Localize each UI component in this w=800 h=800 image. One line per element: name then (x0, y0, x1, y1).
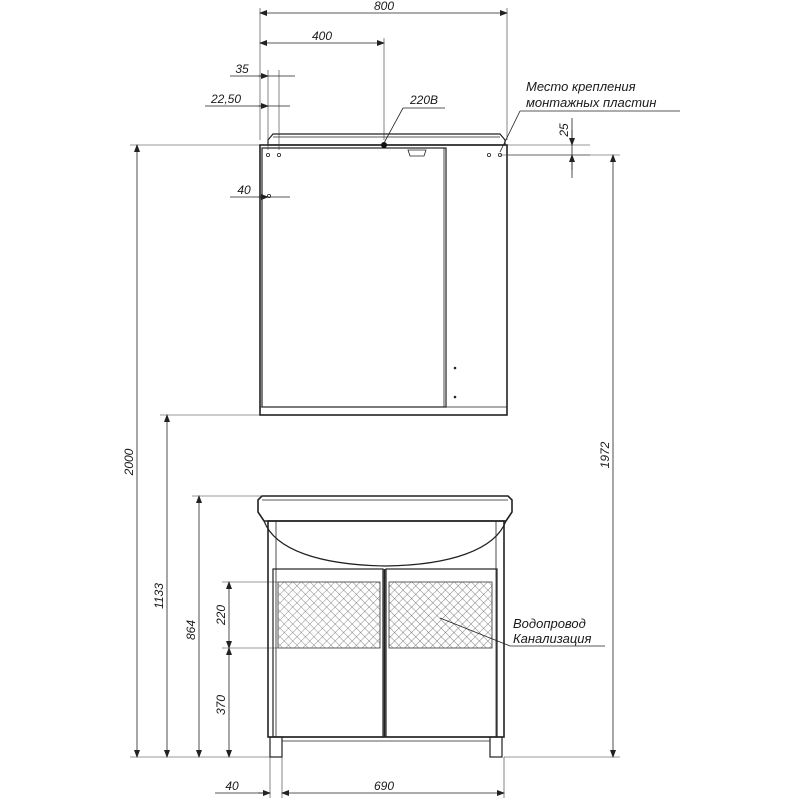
vanity-leg-right (490, 737, 502, 757)
pipes-zone-left (278, 582, 380, 648)
water-note-line1: Водопровод (513, 616, 586, 631)
mount-hole-right-1 (487, 153, 490, 156)
dim-370: 370 (214, 694, 228, 716)
mount-hole-left-1 (266, 153, 269, 156)
dim-35: 35 (235, 62, 249, 76)
dim-2000: 2000 (122, 448, 136, 476)
washbasin-bowl (264, 521, 506, 566)
dim-22-50: 22,50 (210, 92, 242, 106)
dim-40-bottom: 40 (225, 779, 239, 793)
mirror-cabinet-door (262, 148, 446, 407)
mount-hole-left-2 (277, 153, 280, 156)
mirror-cabinet (260, 134, 507, 415)
dim-1972: 1972 (598, 441, 612, 469)
pipes-zone-right (389, 582, 492, 648)
water-note-line2: Канализация (513, 631, 592, 646)
dim-864: 864 (184, 619, 198, 641)
dim-220: 220 (214, 604, 228, 626)
dim-800: 800 (373, 0, 395, 13)
dim-socket-220v: 220В (409, 93, 439, 107)
vanity-unit (258, 496, 512, 757)
dim-400: 400 (311, 29, 333, 43)
dimensions (130, 8, 680, 798)
mirror-cabinet-body (260, 145, 507, 415)
dim-690: 690 (373, 779, 395, 793)
dim-40-top: 40 (237, 183, 251, 197)
vanity-leg-left (270, 737, 282, 757)
mount-note-line1: Место крепления (526, 79, 636, 94)
mount-note-line2: монтажных пластин (526, 95, 657, 110)
dim-1133: 1133 (152, 583, 166, 609)
dim-25: 25 (557, 123, 571, 137)
